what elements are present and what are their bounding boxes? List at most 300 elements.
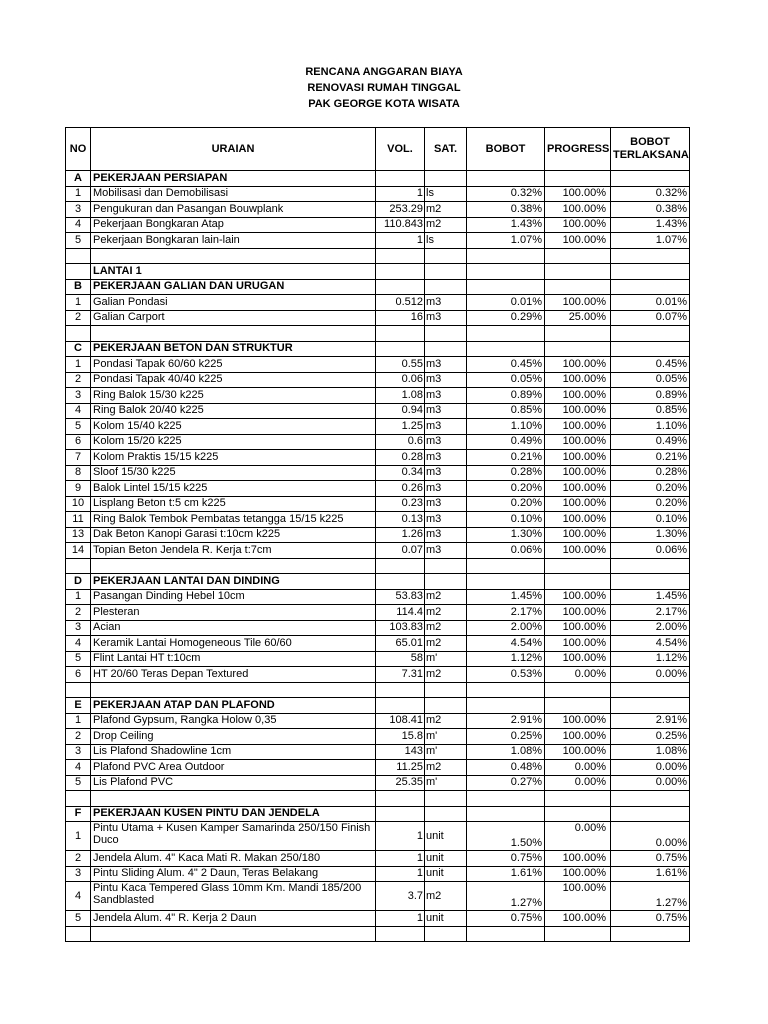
cell-no: 1 — [66, 713, 91, 729]
cell-sat: unit — [425, 866, 467, 882]
cell-vol: 0.6 — [376, 434, 425, 450]
empty-cell — [545, 279, 611, 295]
cell-vol: 0.512 — [376, 295, 425, 311]
cell-uraian: Pintu Utama + Kusen Kamper Samarinda 250/150 Finish Duco — [91, 822, 376, 851]
empty-cell — [91, 558, 376, 574]
cell-vol: 1.26 — [376, 527, 425, 543]
blank-row — [66, 926, 690, 942]
cell-section-title: PEKERJAAN PERSIAPAN — [91, 171, 376, 187]
cell-bobot-terlaksana: 0.01% — [611, 295, 690, 311]
cell-vol: 0.13 — [376, 512, 425, 528]
cell-bobot: 1.27% — [467, 882, 545, 911]
cell-no: 10 — [66, 496, 91, 512]
empty-cell — [376, 926, 425, 942]
cell-sat: m3 — [425, 388, 467, 404]
cell-bobot-terlaksana: 0.20% — [611, 496, 690, 512]
table-row — [66, 667, 690, 683]
cell-bobot: 0.48% — [467, 760, 545, 776]
cell-vol: 0.28 — [376, 450, 425, 466]
table-row — [66, 434, 690, 450]
cell-uraian: Pekerjaan Bongkaran Atap — [91, 217, 376, 233]
cell-progress: 100.00% — [545, 866, 611, 882]
empty-cell — [376, 264, 425, 280]
empty-cell — [66, 926, 91, 942]
cell-no: 1 — [66, 589, 91, 605]
cell-uraian: Jendela Alum. 4" Kaca Mati R. Makan 250/180 — [91, 851, 376, 867]
cell-sat: unit — [425, 822, 467, 851]
cell-vol: 143 — [376, 744, 425, 760]
cell-vol: 1.08 — [376, 388, 425, 404]
table-row — [66, 543, 690, 559]
cell-progress: 100.00% — [545, 729, 611, 745]
cell-progress: 0.00% — [545, 822, 611, 851]
table-row — [66, 465, 690, 481]
empty-cell — [611, 171, 690, 187]
cell-bobot: 0.20% — [467, 481, 545, 497]
cell-progress: 100.00% — [545, 911, 611, 927]
cell-bobot-terlaksana: 0.00% — [611, 760, 690, 776]
empty-cell — [611, 248, 690, 264]
cell-sat: m2 — [425, 620, 467, 636]
cell-bobot: 1.43% — [467, 217, 545, 233]
cell-no: A — [66, 171, 91, 187]
empty-cell — [425, 248, 467, 264]
cell-uraian: Sloof 15/30 k225 — [91, 465, 376, 481]
empty-cell — [467, 248, 545, 264]
cell-bobot-terlaksana: 0.00% — [611, 775, 690, 791]
cell-vol: 1 — [376, 851, 425, 867]
cell-bobot: 0.38% — [467, 202, 545, 218]
cell-no: 4 — [66, 217, 91, 233]
cell-no: 2 — [66, 851, 91, 867]
table-row — [66, 760, 690, 776]
title-line-2: RENOVASI RUMAH TINGGAL — [307, 82, 461, 94]
cell-sat: m' — [425, 775, 467, 791]
empty-cell — [467, 698, 545, 714]
table-row — [66, 512, 690, 528]
table-row — [66, 217, 690, 233]
cell-vol: 0.06 — [376, 372, 425, 388]
table-row — [66, 775, 690, 791]
empty-cell — [467, 171, 545, 187]
cell-sat: m3 — [425, 481, 467, 497]
cell-section-title: PEKERJAAN LANTAI DAN DINDING — [91, 574, 376, 590]
cell-no: F — [66, 806, 91, 822]
empty-cell — [467, 926, 545, 942]
cell-vol: 1 — [376, 911, 425, 927]
cell-sat: m2 — [425, 882, 467, 911]
cell-bobot: 0.75% — [467, 851, 545, 867]
cell-progress: 100.00% — [545, 403, 611, 419]
cell-progress: 0.00% — [545, 667, 611, 683]
empty-cell — [91, 926, 376, 942]
empty-cell — [66, 248, 91, 264]
cell-no: 11 — [66, 512, 91, 528]
rab-table — [65, 127, 690, 942]
cell-sat: m3 — [425, 543, 467, 559]
empty-cell — [376, 279, 425, 295]
table-row — [66, 729, 690, 745]
cell-bobot-terlaksana: 0.00% — [611, 822, 690, 851]
empty-cell — [376, 341, 425, 357]
empty-cell — [66, 791, 91, 807]
cell-bobot: 1.50% — [467, 822, 545, 851]
empty-cell — [425, 926, 467, 942]
cell-uraian: Kolom 15/40 k225 — [91, 419, 376, 435]
empty-cell — [611, 558, 690, 574]
table-row — [66, 911, 690, 927]
cell-bobot-terlaksana: 0.28% — [611, 465, 690, 481]
cell-vol: 0.94 — [376, 403, 425, 419]
cell-progress: 100.00% — [545, 620, 611, 636]
cell-bobot-terlaksana: 1.12% — [611, 651, 690, 667]
cell-uraian: Lis Plafond PVC — [91, 775, 376, 791]
cell-uraian: HT 20/60 Teras Depan Textured — [91, 667, 376, 683]
empty-cell — [611, 698, 690, 714]
cell-progress: 100.00% — [545, 651, 611, 667]
cell-no: 6 — [66, 434, 91, 450]
cell-no: 4 — [66, 882, 91, 911]
empty-cell — [425, 682, 467, 698]
cell-sat: m3 — [425, 496, 467, 512]
cell-bobot: 4.54% — [467, 636, 545, 652]
title-line-3: PAK GEORGE KOTA WISATA — [308, 98, 460, 110]
cell-bobot-terlaksana: 1.43% — [611, 217, 690, 233]
table-row — [66, 372, 690, 388]
cell-uraian: Pintu Kaca Tempered Glass 10mm Km. Mandi 185/200 Sandblasted — [91, 882, 376, 911]
cell-uraian: Pengukuran dan Pasangan Bouwplank — [91, 202, 376, 218]
cell-sat: m2 — [425, 713, 467, 729]
cell-no: 5 — [66, 419, 91, 435]
cell-bobot: 0.53% — [467, 667, 545, 683]
table-row — [66, 605, 690, 621]
cell-bobot-terlaksana: 1.45% — [611, 589, 690, 605]
cell-vol: 1 — [376, 866, 425, 882]
cell-vol: 1.25 — [376, 419, 425, 435]
blank-row — [66, 558, 690, 574]
empty-cell — [425, 326, 467, 342]
cell-uraian: Pasangan Dinding Hebel 10cm — [91, 589, 376, 605]
cell-progress: 100.00% — [545, 481, 611, 497]
empty-cell — [545, 558, 611, 574]
cell-uraian: Pintu Sliding Alum. 4" 2 Daun, Teras Belakang — [91, 866, 376, 882]
empty-cell — [545, 341, 611, 357]
empty-cell — [467, 791, 545, 807]
empty-cell — [545, 171, 611, 187]
cell-bobot-terlaksana: 0.25% — [611, 729, 690, 745]
cell-vol: 253.29 — [376, 202, 425, 218]
table-row — [66, 744, 690, 760]
empty-cell — [545, 682, 611, 698]
cell-progress: 100.00% — [545, 202, 611, 218]
empty-cell — [91, 791, 376, 807]
cell-sat: m3 — [425, 310, 467, 326]
cell-bobot-terlaksana: 0.10% — [611, 512, 690, 528]
cell-vol: 0.26 — [376, 481, 425, 497]
cell-bobot: 0.05% — [467, 372, 545, 388]
cell-progress: 100.00% — [545, 372, 611, 388]
empty-cell — [611, 926, 690, 942]
empty-cell — [467, 806, 545, 822]
table-row — [66, 310, 690, 326]
cell-sat: m3 — [425, 419, 467, 435]
cell-no: 1 — [66, 822, 91, 851]
cell-bobot: 1.10% — [467, 419, 545, 435]
cell-bobot-terlaksana: 1.08% — [611, 744, 690, 760]
cell-progress: 100.00% — [545, 589, 611, 605]
cell-vol: 25.35 — [376, 775, 425, 791]
cell-uraian: Pondasi Tapak 60/60 k225 — [91, 357, 376, 373]
cell-progress: 100.00% — [545, 388, 611, 404]
cell-no: 14 — [66, 543, 91, 559]
empty-cell — [425, 791, 467, 807]
empty-cell — [467, 558, 545, 574]
cell-vol: 15.8 — [376, 729, 425, 745]
cell-no: 5 — [66, 911, 91, 927]
cell-bobot-terlaksana: 1.10% — [611, 419, 690, 435]
cell-bobot: 1.12% — [467, 651, 545, 667]
cell-vol: 1 — [376, 186, 425, 202]
table-row — [66, 202, 690, 218]
empty-cell — [611, 806, 690, 822]
cell-no: D — [66, 574, 91, 590]
cell-uraian: Flint Lantai HT t:10cm — [91, 651, 376, 667]
empty-cell — [545, 326, 611, 342]
cell-sat: m3 — [425, 295, 467, 311]
title-line-1: RENCANA ANGGARAN BIAYA — [305, 66, 463, 78]
cell-bobot: 0.89% — [467, 388, 545, 404]
col-header-progress: PROGRESS — [545, 128, 611, 171]
empty-cell — [611, 574, 690, 590]
table-body — [66, 171, 690, 942]
cell-vol: 11.25 — [376, 760, 425, 776]
empty-cell — [425, 171, 467, 187]
cell-no: B — [66, 279, 91, 295]
cell-progress: 100.00% — [545, 512, 611, 528]
cell-vol: 7.31 — [376, 667, 425, 683]
table-row — [66, 450, 690, 466]
cell-no: 4 — [66, 760, 91, 776]
cell-sat: m' — [425, 729, 467, 745]
section-row — [66, 279, 690, 295]
empty-cell — [611, 791, 690, 807]
cell-uraian: Galian Carport — [91, 310, 376, 326]
cell-uraian: Ring Balok 15/30 k225 — [91, 388, 376, 404]
cell-progress: 100.00% — [545, 434, 611, 450]
cell-vol: 65.01 — [376, 636, 425, 652]
cell-bobot: 0.29% — [467, 310, 545, 326]
cell-uraian: Galian Pondasi — [91, 295, 376, 311]
cell-bobot-terlaksana: 2.91% — [611, 713, 690, 729]
table-header-row — [66, 128, 690, 171]
empty-cell — [545, 248, 611, 264]
empty-cell — [611, 341, 690, 357]
cell-bobot: 0.10% — [467, 512, 545, 528]
cell-no: 7 — [66, 450, 91, 466]
cell-section-title: PEKERJAAN GALIAN DAN URUGAN — [91, 279, 376, 295]
cell-sat: m2 — [425, 636, 467, 652]
cell-bobot: 1.30% — [467, 527, 545, 543]
document-title — [0, 64, 768, 112]
cell-bobot-terlaksana: 1.07% — [611, 233, 690, 249]
table-row — [66, 589, 690, 605]
cell-uraian: Drop Ceiling — [91, 729, 376, 745]
cell-uraian: Plafond PVC Area Outdoor — [91, 760, 376, 776]
cell-progress: 0.00% — [545, 775, 611, 791]
cell-sat: m3 — [425, 403, 467, 419]
cell-sat: m3 — [425, 512, 467, 528]
empty-cell — [545, 574, 611, 590]
cell-bobot-terlaksana: 0.05% — [611, 372, 690, 388]
cell-no: 2 — [66, 372, 91, 388]
cell-uraian: Jendela Alum. 4" R. Kerja 2 Daun — [91, 911, 376, 927]
section-row — [66, 574, 690, 590]
cell-no: 4 — [66, 403, 91, 419]
cell-no — [66, 264, 91, 280]
cell-bobot: 0.01% — [467, 295, 545, 311]
cell-section-title: PEKERJAAN ATAP DAN PLAFOND — [91, 698, 376, 714]
cell-progress: 100.00% — [545, 636, 611, 652]
cell-progress: 100.00% — [545, 713, 611, 729]
cell-no: 5 — [66, 651, 91, 667]
cell-sat: ls — [425, 233, 467, 249]
cell-sat: m2 — [425, 605, 467, 621]
table-row — [66, 419, 690, 435]
cell-bobot: 0.49% — [467, 434, 545, 450]
cell-progress: 100.00% — [545, 217, 611, 233]
cell-bobot: 2.17% — [467, 605, 545, 621]
cell-no: 5 — [66, 775, 91, 791]
cell-uraian: Acian — [91, 620, 376, 636]
empty-cell — [611, 264, 690, 280]
table-row — [66, 636, 690, 652]
cell-progress: 100.00% — [545, 233, 611, 249]
cell-vol: 110.843 — [376, 217, 425, 233]
table-row — [66, 295, 690, 311]
cell-vol: 103.83 — [376, 620, 425, 636]
empty-cell — [425, 558, 467, 574]
cell-bobot-terlaksana: 0.07% — [611, 310, 690, 326]
empty-cell — [376, 248, 425, 264]
empty-cell — [611, 682, 690, 698]
table-row — [66, 496, 690, 512]
cell-bobot-terlaksana: 0.32% — [611, 186, 690, 202]
cell-progress: 100.00% — [545, 851, 611, 867]
cell-progress: 100.00% — [545, 496, 611, 512]
empty-cell — [467, 682, 545, 698]
empty-cell — [425, 698, 467, 714]
cell-sat: m2 — [425, 217, 467, 233]
cell-uraian: Mobilisasi dan Demobilisasi — [91, 186, 376, 202]
cell-no: 2 — [66, 310, 91, 326]
cell-vol: 0.07 — [376, 543, 425, 559]
table-row — [66, 851, 690, 867]
table-row — [66, 882, 690, 911]
section-row — [66, 341, 690, 357]
cell-no: 1 — [66, 357, 91, 373]
table-row — [66, 527, 690, 543]
cell-sat: ls — [425, 186, 467, 202]
cell-no: 3 — [66, 620, 91, 636]
empty-cell — [376, 171, 425, 187]
cell-bobot: 0.85% — [467, 403, 545, 419]
cell-sat: m2 — [425, 760, 467, 776]
cell-bobot-terlaksana: 2.17% — [611, 605, 690, 621]
cell-bobot-terlaksana: 0.85% — [611, 403, 690, 419]
cell-bobot-terlaksana: 0.49% — [611, 434, 690, 450]
empty-cell — [545, 926, 611, 942]
cell-progress: 100.00% — [545, 744, 611, 760]
cell-uraian: Keramik Lantai Homogeneous Tile 60/60 — [91, 636, 376, 652]
cell-progress: 100.00% — [545, 357, 611, 373]
cell-sat: m3 — [425, 527, 467, 543]
cell-progress: 25.00% — [545, 310, 611, 326]
empty-cell — [66, 326, 91, 342]
cell-uraian: Kolom Praktis 15/15 k225 — [91, 450, 376, 466]
cell-uraian: Plesteran — [91, 605, 376, 621]
cell-bobot-terlaksana: 0.75% — [611, 911, 690, 927]
cell-uraian: Pekerjaan Bongkaran lain-lain — [91, 233, 376, 249]
cell-sat: m' — [425, 744, 467, 760]
empty-cell — [611, 326, 690, 342]
cell-no: 2 — [66, 605, 91, 621]
cell-vol: 108.41 — [376, 713, 425, 729]
cell-uraian: Lisplang Beton t:5 cm k225 — [91, 496, 376, 512]
cell-uraian: Ring Balok 20/40 k225 — [91, 403, 376, 419]
empty-cell — [611, 279, 690, 295]
cell-bobot-terlaksana: 1.61% — [611, 866, 690, 882]
cell-bobot: 1.08% — [467, 744, 545, 760]
empty-cell — [425, 574, 467, 590]
empty-cell — [467, 279, 545, 295]
table-row — [66, 403, 690, 419]
table-row — [66, 866, 690, 882]
empty-cell — [376, 682, 425, 698]
table-row — [66, 481, 690, 497]
empty-cell — [545, 698, 611, 714]
cell-vol: 0.23 — [376, 496, 425, 512]
cell-bobot-terlaksana: 0.38% — [611, 202, 690, 218]
cell-vol: 114.4 — [376, 605, 425, 621]
cell-vol: 0.55 — [376, 357, 425, 373]
table-row — [66, 388, 690, 404]
cell-bobot: 0.45% — [467, 357, 545, 373]
cell-no: 3 — [66, 388, 91, 404]
empty-cell — [425, 806, 467, 822]
empty-cell — [467, 326, 545, 342]
table-row — [66, 186, 690, 202]
empty-cell — [545, 806, 611, 822]
cell-section-title: LANTAI 1 — [91, 264, 376, 280]
cell-no: 1 — [66, 186, 91, 202]
cell-no: 8 — [66, 465, 91, 481]
cell-no: 13 — [66, 527, 91, 543]
cell-no: 5 — [66, 233, 91, 249]
empty-cell — [425, 341, 467, 357]
cell-vol: 1 — [376, 822, 425, 851]
cell-vol: 53.83 — [376, 589, 425, 605]
cell-bobot-terlaksana: 0.20% — [611, 481, 690, 497]
empty-cell — [66, 682, 91, 698]
cell-progress: 100.00% — [545, 186, 611, 202]
col-header-bobot-terlaksana: BOBOT TERLAKSANA — [611, 128, 690, 171]
cell-sat: unit — [425, 911, 467, 927]
blank-row — [66, 682, 690, 698]
section-row — [66, 264, 690, 280]
blank-row — [66, 326, 690, 342]
blank-row — [66, 791, 690, 807]
cell-bobot-terlaksana: 0.89% — [611, 388, 690, 404]
